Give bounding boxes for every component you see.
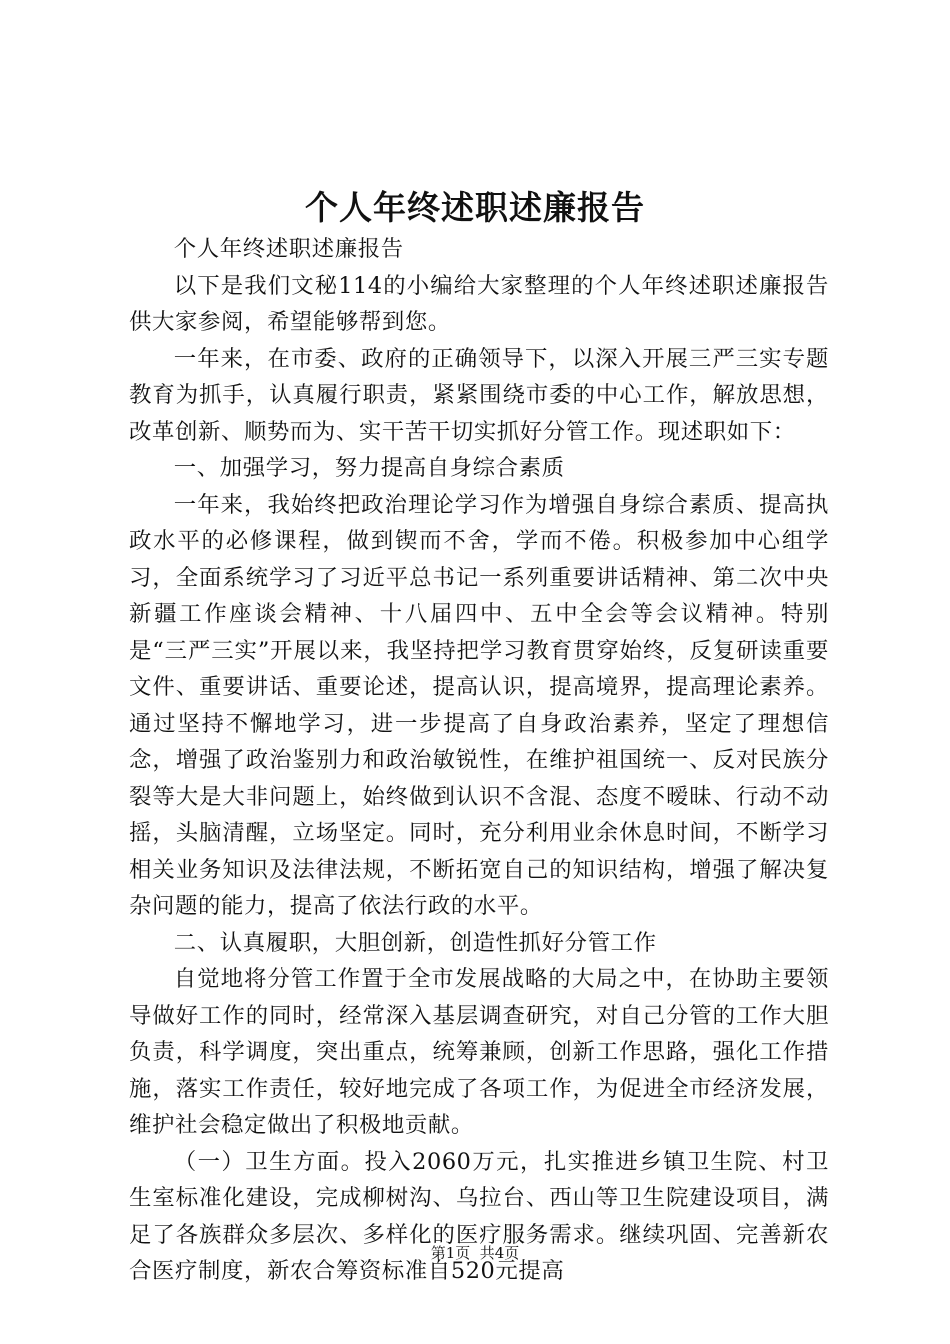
paragraph: 自觉地将分管工作置于全市发展战略的大局之中，在协助主要领导做好工作的同时，经常深入基层调查研究，对自己分管的工作大胆负责，科学调度，突出重点，统筹兼顾，创新工作思路，强化工作措施，落实工作责任，较好地完成了各项工作，为促进全市经济发展，维护社会稳定做出了积极地贡献。 [129, 966, 829, 1138]
paragraph: 一年来，在市委、政府的正确领导下，以深入开展三严三实专题教育为抓手，认真履行职责，紧紧围绕市委的中心工作，解放思想，改革创新、顺势而为、实干苦干切实抓好分管工作。现述职如下： [129, 345, 829, 445]
document-body [129, 231, 829, 1290]
page-footer [0, 1243, 950, 1263]
section-heading: 一、加强学习，努力提高自身综合素质 [173, 455, 565, 481]
document-title: 个人年终述职述廉报告 [305, 188, 645, 227]
section-heading: 二、认真履职，大胆创新，创造性抓好分管工作 [173, 929, 657, 956]
page-number: 第1页 共4页 [430, 1244, 520, 1262]
paragraph: 个人年终述职述廉报告 [173, 236, 404, 262]
paragraph: 以下是我们文秘114的小编给大家整理的个人年终述职述廉报告供大家参阅，希望能够帮到您。 [129, 272, 829, 335]
paragraph: （一）卫生方面。投入2060万元，扎实推进乡镇卫生院、村卫生室标准化建设，完成柳树沟、乌拉台、西山等卫生院建设项目，满足了各族群众多层次、多样化的医疗服务需求。继续巩固、完善新农合医疗制度，新农合筹资标准自520元提高 [129, 1148, 829, 1284]
paragraph: 一年来，我始终把政治理论学习作为增强自身综合素质、提高执政水平的必修课程，做到锲而不舍，学而不倦。积极参加中心组学习，全面系统学习了习近平总书记一系列重要讲话精神、第二次中央新疆工作座谈会精神、十八届四中、五中全会等会议精神。特别是“三严三实”开展以来，我坚持把学习教育贯穿始终，反复研读重要文件、重要讲话、重要论述，提高认识，提高境界，提高理论素养。通过坚持不懈地学习，进一步提高了自身政治素养，坚定了理想信念，增强了政治鉴别力和政治敏锐性，在维护祖国统一、反对民族分裂等大是大非问题上，始终做到认识不含混、态度不暧昧、行动不动摇，头脑清醒，立场坚定。同时，充分利用业余休息时间，不断学习相关业务知识及法律法规，不断拓宽自己的知识结构，增强了解决复杂问题的能力，提高了依法行政的水平。 [129, 491, 829, 919]
